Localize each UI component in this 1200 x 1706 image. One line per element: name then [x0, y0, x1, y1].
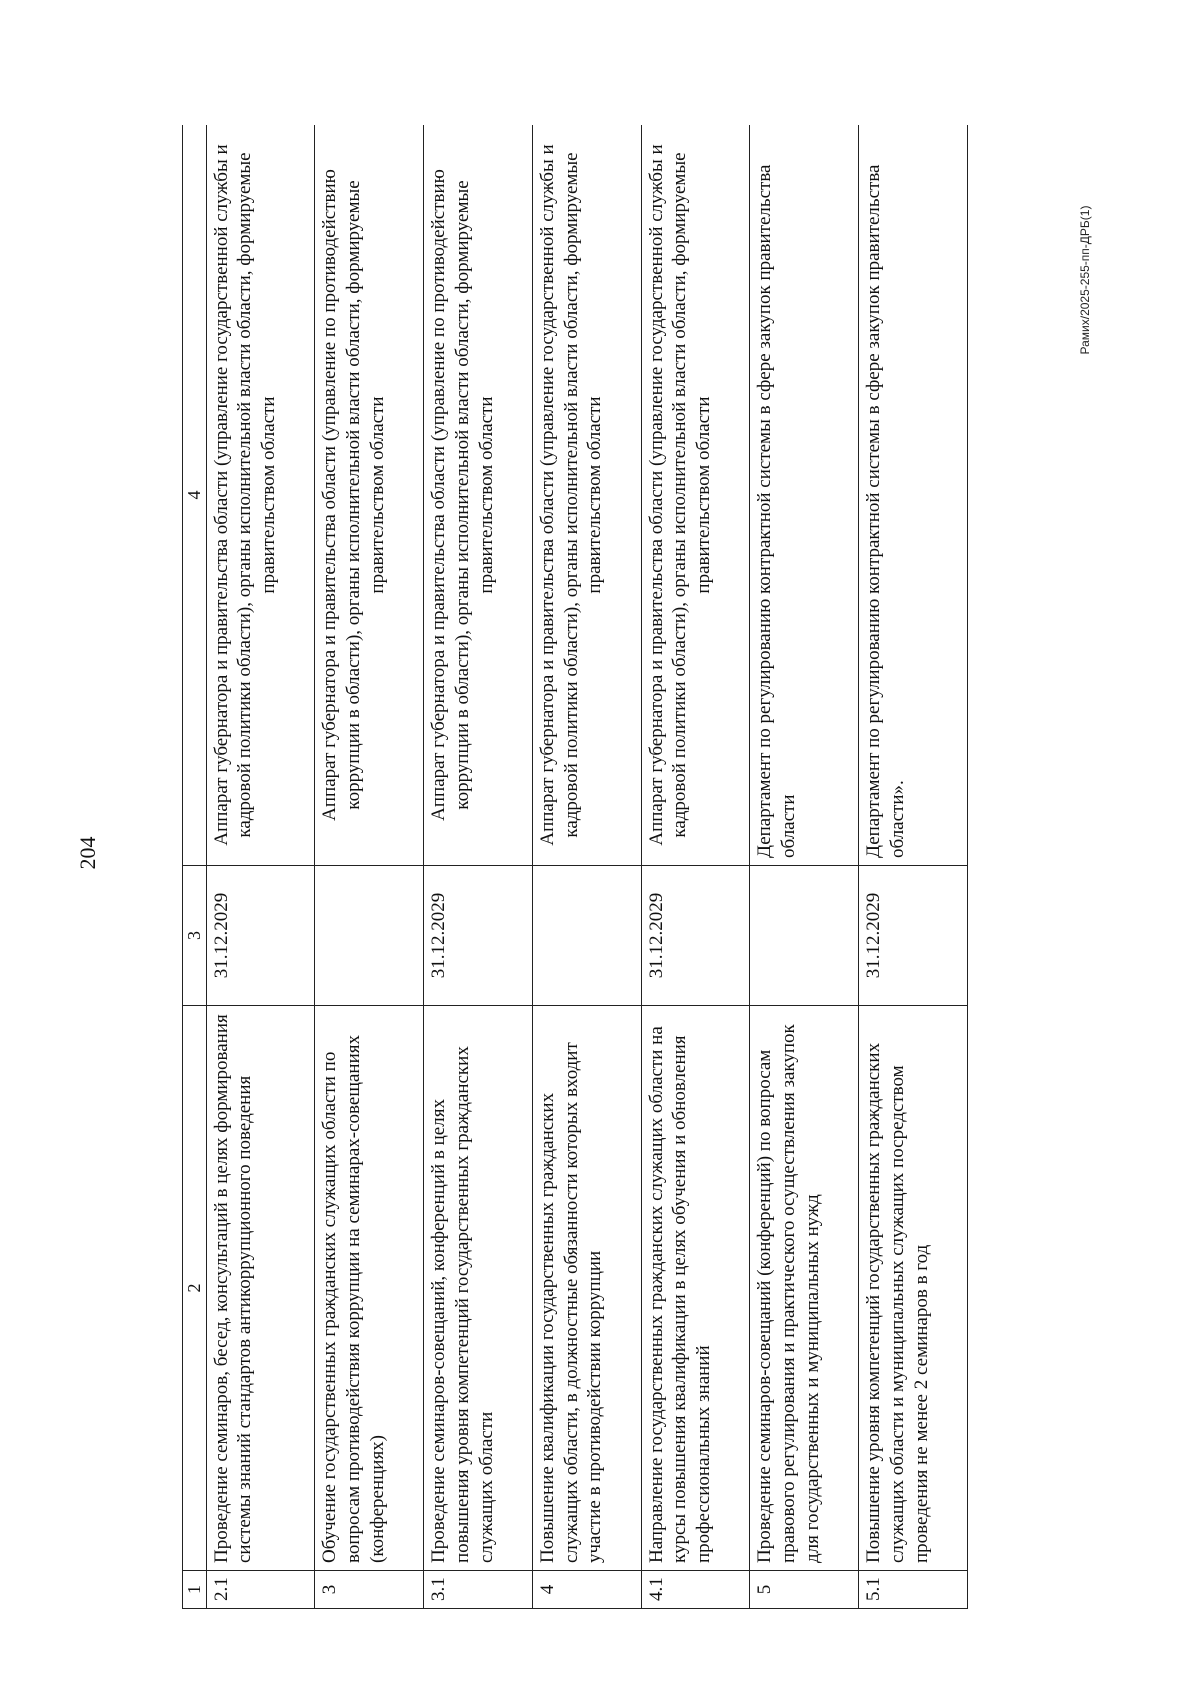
deadline-cell: 31.12.2029	[424, 866, 533, 1006]
header-col-3: 3	[183, 866, 207, 1006]
activity-cell: Направление государственных гражданских служащих области на курсы повышения квалификации в целях обучения и обновления профессиональных знаний	[641, 1006, 750, 1571]
table-row	[315, 125, 424, 1609]
table-row	[641, 125, 750, 1609]
responsible-cell: Департамент по регулированию контрактной системы в сфере закупок правительства области».	[859, 125, 968, 866]
row-number: 3.1	[424, 1571, 533, 1609]
activity-cell: Проведение семинаров, бесед, консультаций в целях формирования системы знаний стандартов антикоррупционного поведения	[206, 1006, 315, 1571]
row-number: 3	[315, 1571, 424, 1609]
row-number: 4.1	[641, 1571, 750, 1609]
activity-cell: Повышение квалификации государственных гражданских служащих области, в должностные обязанности которых входит участие в противодействии коррупции	[532, 1006, 641, 1571]
responsible-cell: Аппарат губернатора и правительства области (управление государственной службы и кадровой политики области), органы исполнительной власти области, формируемые правительством области	[532, 125, 641, 866]
deadline-cell	[315, 866, 424, 1006]
table-row	[206, 125, 315, 1609]
header-col-4: 4	[183, 125, 207, 866]
row-number: 5	[750, 1571, 859, 1609]
deadline-cell	[532, 866, 641, 1006]
header-col-1: 1	[183, 1571, 207, 1609]
table-row	[532, 125, 641, 1609]
responsible-cell: Аппарат губернатора и правительства области (управление по противодействию коррупции в области), органы исполнительной власти области, формируемые правительством области	[424, 125, 533, 866]
responsible-cell: Аппарат губернатора и правительства области (управление по противодействию коррупции в области), органы исполнительной власти области, формируемые правительством области	[315, 125, 424, 866]
deadline-cell: 31.12.2029	[206, 866, 315, 1006]
row-number: 5.1	[859, 1571, 968, 1609]
table-row	[424, 125, 533, 1609]
table-row	[750, 125, 859, 1609]
deadline-cell: 31.12.2029	[641, 866, 750, 1006]
page-number: 204	[75, 836, 100, 870]
measures-table	[182, 125, 968, 1609]
activity-cell: Проведение семинаров-совещаний (конференций) по вопросам правового регулирования и практического осуществления закупок для государственных и муниципальных нужд	[750, 1006, 859, 1571]
responsible-cell: Аппарат губернатора и правительства области (управление государственной службы и кадровой политики области), органы исполнительной власти области, формируемые правительством области	[641, 125, 750, 866]
deadline-cell: 31.12.2029	[859, 866, 968, 1006]
table-container	[182, 125, 968, 1609]
header-col-2: 2	[183, 1006, 207, 1571]
deadline-cell	[750, 866, 859, 1006]
document-code: Рамих/2025-255-пп-ДРБ(1)	[1078, 205, 1092, 355]
activity-cell: Обучение государственных гражданских служащих области по вопросам противодействия коррупции на семинарах-совещаниях (конференциях)	[315, 1006, 424, 1571]
header-row	[183, 125, 207, 1609]
responsible-cell: Департамент по регулированию контрактной системы в сфере закупок правительства области	[750, 125, 859, 866]
activity-cell: Повышение уровня компетенций государственных гражданских служащих области и муниципальных служащих посредством проведения не менее 2 семинаров в год	[859, 1006, 968, 1571]
row-number: 4	[532, 1571, 641, 1609]
activity-cell: Проведение семинаров-совещаний, конференций в целях повышения уровня компетенций государственных гражданских служащих области	[424, 1006, 533, 1571]
row-number: 2.1	[206, 1571, 315, 1609]
table-row	[859, 125, 968, 1609]
responsible-cell: Аппарат губернатора и правительства области (управление государственной службы и кадровой политики области), органы исполнительной власти области, формируемые правительством области	[206, 125, 315, 866]
